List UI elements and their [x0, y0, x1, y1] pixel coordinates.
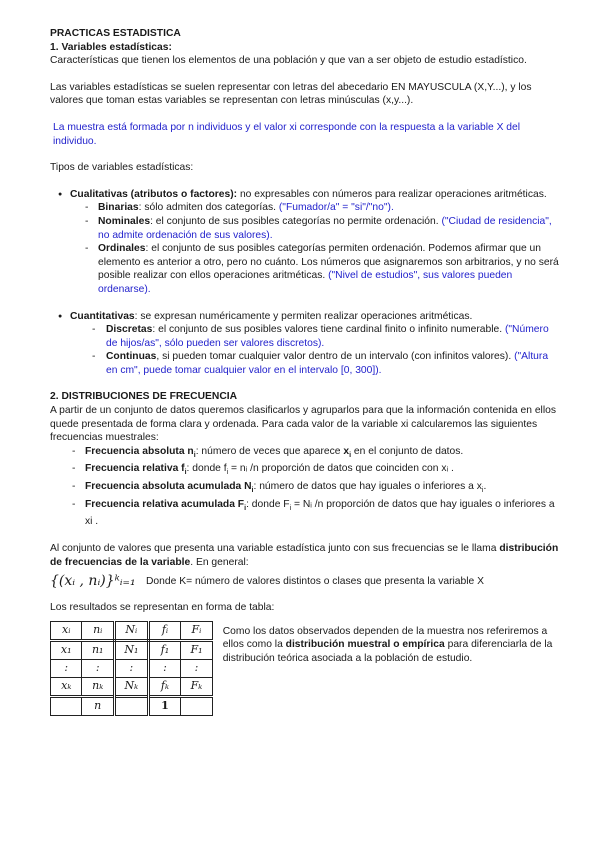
- table-row: xₖ nₖ Nₖ fₖ Fₖ: [51, 677, 213, 696]
- tipos-heading: Tipos de variables estadísticas:: [50, 162, 194, 174]
- section-1-intro: Características que tienen los elementos de una población y que van a ser objeto de estudio estadístico.: [50, 55, 527, 67]
- section-1-heading: 1. Variables estadísticas:: [50, 41, 172, 53]
- discretas-item: - Discretas: el conjunto de sus posibles valores tiene cardinal finito o infinito numerable. ("Número de hijos/as", sólo pueden ser valores discretos).: [50, 323, 560, 350]
- document-page: [50, 27, 560, 716]
- frequency-list: [50, 445, 560, 529]
- binarias-item: - Binarias: sólo admiten dos categorías. ("Fumador/a" = "si"/"no").: [50, 201, 560, 215]
- table-note: Como los datos observados dependen de la muestra nos referiremos a ellos como la distribución muestral o empírica para diferenciarla de la distribución teórica asociada a la población de estudio.: [222, 625, 553, 664]
- cuantitativas-list: [50, 310, 560, 378]
- table-row: x₁ n₁ N₁ f₁ F₁: [51, 640, 213, 659]
- cualitativas-item: ● Cualitativas (atributos o factores): no expresables con números para realizar operaciones aritméticas.: [50, 188, 560, 202]
- section-2-intro: A partir de un conjunto de datos queremos clasificarlos y agruparlos para que la información contenida en ellos quede presentada de forma clara y ordenada. Para cada valor de la variable xi calcularemos las siguientes frecuencias muestrales:: [50, 405, 556, 444]
- table-header-row: xᵢ nᵢ Nᵢ fᵢ Fᵢ: [51, 621, 213, 640]
- distribucion-paragraph: Al conjunto de valores que presenta una variable estadística junto con sus frecuencias se le llama distribución de frecuencias de la variable. En general:: [50, 543, 559, 568]
- page-title: PRACTICAS ESTADISTICA: [50, 28, 181, 39]
- section-1-para3: La muestra está formada por n individuos y el valor xi corresponde con la respuesta a la variable X del individuo.: [53, 121, 521, 147]
- section-2-heading: 2. DISTRIBUCIONES DE FRECUENCIA: [50, 391, 238, 403]
- tabla-intro: Los resultados se representan en forma de tabla:: [50, 602, 275, 614]
- ordinales-item: - Ordinales: el conjunto de sus posibles categorías permiten ordenación. Podemos afirmar que un elemento es anterior a otro, pero no cuánto. Los números que asignaremos son arbitrarios, y no será posible realizar con ellos operaciones aritméticas. ("Nivel de estudios", sus valores pueden ordenarse).: [50, 242, 560, 296]
- continuas-item: - Continuas, si pueden tomar cualquier valor dentro de un intervalo (con infinitos valores). ("Altura en cm", puede tomar cualquier valor en el intervalo [0, 300]).: [50, 350, 560, 377]
- nominales-item: - Nominales: el conjunto de sus posibles categorías no permite ordenación. ("Ciudad de residencia", no admite ordenación de sus valores).: [50, 215, 560, 242]
- table-row: : : : : :: [51, 659, 213, 677]
- formula-description: Donde K= número de valores distintos o clases que presenta la variable X: [146, 576, 484, 588]
- distribution-formula: {(xᵢ , nᵢ)}ᵏᵢ₌₁: [50, 573, 136, 590]
- table-section: [50, 621, 560, 716]
- freq-absoluta-item: - Frecuencia absoluta $n_i$: número de veces que aparece $x_i$ en el conjunto de datos.: [50, 445, 560, 463]
- freq-rel-acumulada-item: - Frecuencia relativa acumulada $F_i$: donde $F_i$ = Nᵢ /n proporción de datos que hay iguales o inferiores a xi .: [50, 498, 560, 529]
- freq-relativa-item: - Frecuencia relativa $f_i$: donde $f_i$ = nᵢ /n proporción de datos que coinciden con xᵢ .: [50, 462, 560, 480]
- section-1-para2: Las variables estadísticas se suelen representar con letras del abecedario EN MAYUSCULA (X,Y...), y los valores que toman estas variables se representan con letras minúsculas (x,y...).: [50, 81, 532, 107]
- table-footer-row: n 1: [51, 696, 213, 715]
- formula-row: [50, 569, 560, 595]
- variable-types-list: [50, 188, 560, 297]
- frequency-table: [50, 621, 213, 716]
- freq-abs-acumulada-item: - Frecuencia absoluta acumulada $N_i$: número de datos que hay iguales o inferiores a $x_i$.: [50, 480, 560, 498]
- cuantitativas-item: ● Cuantitativas: se expresan numéricamente y permiten realizar operaciones aritméticas.: [50, 310, 560, 324]
